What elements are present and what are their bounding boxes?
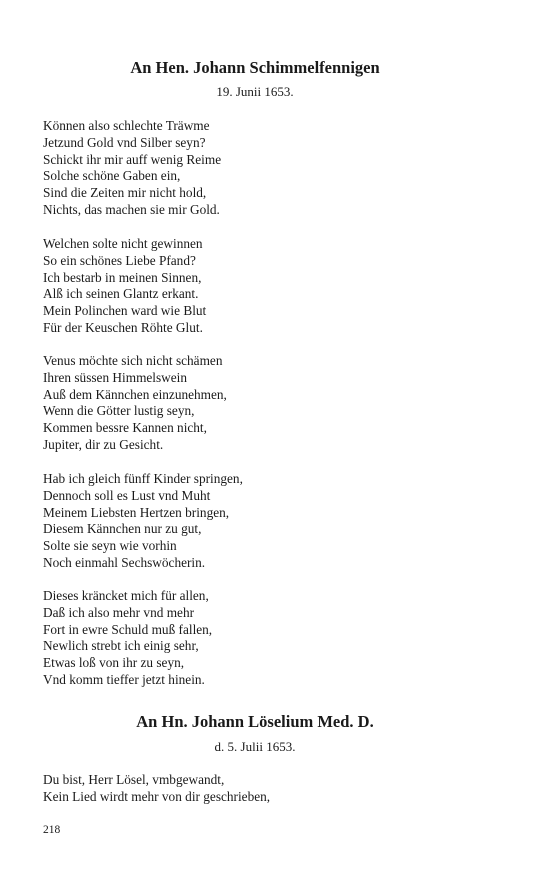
verse-line: Venus möchte sich nicht schämen: [43, 353, 223, 368]
poem-2-date: d. 5. Julii 1653.: [214, 739, 296, 754]
verse-line: Solche schöne Gaben ein,: [43, 168, 181, 184]
verse-line: Schickt ihr mir auff wenig Reime: [43, 151, 222, 167]
verse-line: Alß ich seinen Glantz erkant.: [43, 286, 199, 302]
verse-line: Ich bestarb in meinen Sinnen,: [43, 269, 202, 285]
verse-line: Noch einmahl Sechswöcherin.: [43, 554, 206, 570]
verse-line: Welchen solte nicht gewinnen: [43, 236, 203, 251]
poem-1-stanza-4: [43, 471, 243, 572]
verse-line: Daß ich also mehr vnd mehr: [43, 604, 195, 620]
verse-line: Kommen bessre Kannen nicht,: [43, 420, 207, 436]
verse-line: Solte sie seyn wie vorhin: [43, 538, 177, 554]
verse-line: Fort in ewre Schuld muß fallen,: [43, 621, 213, 637]
verse-line: Kein Lied wirdt mehr von dir geschrieben,: [43, 788, 271, 804]
verse-line: Können also schlechte Träwme: [43, 118, 210, 133]
verse-line: Jupiter, dir zu Gesicht.: [43, 436, 164, 452]
poem-1-stanza-5: [43, 588, 212, 689]
verse-line: Diesem Kännchen nur zu gut,: [43, 521, 202, 537]
page-number: 218: [43, 824, 61, 836]
poem-1-stanza-3: [43, 353, 227, 454]
poem-2-stanza-1: [43, 772, 270, 806]
verse-line: Du bist, Herr Lösel, vmbgewandt,: [43, 772, 225, 787]
verse-line: Auß dem Kännchen einzunehmen,: [43, 386, 227, 402]
verse-line: Ihren süssen Himmelswein: [43, 369, 188, 385]
verse-line: Mein Polinchen ward wie Blut: [43, 303, 207, 319]
verse-line: Sind die Zeiten mir nicht hold,: [43, 185, 207, 201]
poem-2-title: An Hn. Johann Löselium Med. D.: [136, 712, 374, 731]
verse-line: Wenn die Götter lustig seyn,: [43, 403, 195, 419]
verse-line: Newlich strebt ich einig sehr,: [43, 638, 199, 654]
verse-line: So ein schönes Liebe Pfand?: [43, 252, 196, 268]
poem-1-title: An Hen. Johann Schimmelfennigen: [130, 58, 380, 77]
verse-line: Meinem Liebsten Hertzen bringen,: [43, 504, 230, 520]
verse-line: Dieses kräncket mich für allen,: [43, 588, 209, 603]
poem-1-stanza-1: [43, 118, 221, 219]
verse-line: Etwas loß von ihr zu seyn,: [43, 655, 185, 671]
verse-line: Dennoch soll es Lust vnd Muht: [43, 487, 211, 503]
poem-1-stanza-2: [43, 236, 206, 337]
verse-line: Jetzund Gold vnd Silber seyn?: [43, 134, 206, 150]
verse-line: Nichts, das machen sie mir Gold.: [43, 201, 220, 217]
verse-line: Vnd komm tieffer jetzt hinein.: [43, 671, 205, 687]
verse-line: Für der Keuschen Röhte Glut.: [43, 319, 203, 335]
verse-line: Hab ich gleich fünff Kinder springen,: [43, 471, 243, 486]
poem-1-date: 19. Junii 1653.: [216, 84, 294, 99]
